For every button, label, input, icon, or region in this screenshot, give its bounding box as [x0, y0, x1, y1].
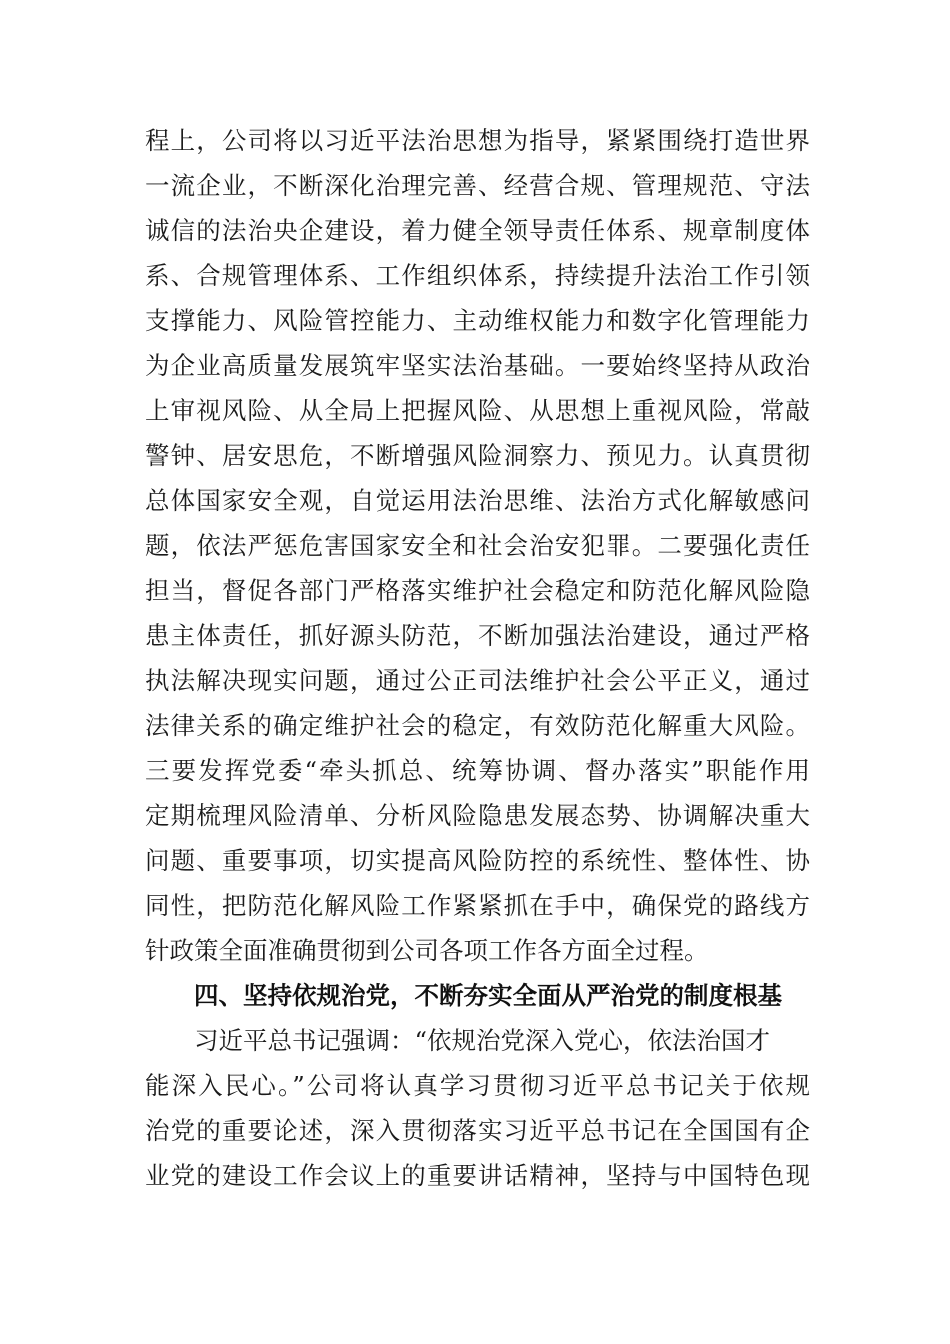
text-line: 习近平总书记强调：“依规治党深入党心，依法治国才 — [194, 1026, 771, 1055]
text-line: 能深入民心。”公司将认真学习贯彻习近平总书记关于依规 — [145, 1071, 810, 1100]
text-line: 上审视风险、从全局上把握风险、从思想上重视风险，常敲 — [145, 396, 810, 425]
text-line: 担当，督促各部门严格落实维护社会稳定和防范化解风险隐 — [145, 576, 810, 605]
text-line: 题，依法严惩危害国家安全和社会治安犯罪。二要强化责任 — [145, 531, 810, 560]
text-line: 执法解决现实问题，通过公正司法维护社会公平正义，通过 — [145, 666, 810, 695]
section-heading: 四、坚持依规治党，不断夯实全面从严治党的制度根基 — [194, 981, 782, 1010]
text-line: 定期梳理风险清单、分析风险隐患发展态势、协调解决重大 — [145, 801, 810, 830]
text-line: 为企业高质量发展筑牢坚实法治基础。一要始终坚持从政治 — [145, 351, 810, 380]
text-line: 针政策全面准确贯彻到公司各项工作各方面全过程。 — [145, 936, 709, 965]
text-line: 问题、重要事项，切实提高风险防控的系统性、整体性、协 — [145, 846, 810, 875]
text-line: 三要发挥党委“牵头抓总、统筹协调、督办落实”职能作用 — [145, 756, 810, 785]
text-line: 业党的建设工作会议上的重要讲话精神，坚持与中国特色现 — [145, 1161, 810, 1190]
text-line: 程上，公司将以习近平法治思想为指导，紧紧围绕打造世界 — [145, 126, 810, 155]
text-line: 同性，把防范化解风险工作紧紧抓在手中，确保党的路线方 — [145, 891, 810, 920]
text-line: 诚信的法治央企建设，着力健全领导责任体系、规章制度体 — [145, 216, 810, 245]
text-line: 支撑能力、风险管控能力、主动维权能力和数字化管理能力 — [145, 306, 810, 335]
document-body — [145, 118, 810, 1198]
text-line: 一流企业，不断深化治理完善、经营合规、管理规范、守法 — [145, 171, 810, 200]
text-line: 患主体责任，抓好源头防范，不断加强法治建设，通过严格 — [145, 621, 810, 650]
text-line: 警钟、居安思危，不断增强风险洞察力、预见力。认真贯彻 — [145, 441, 810, 470]
text-line: 系、合规管理体系、工作组织体系，持续提升法治工作引领 — [145, 261, 810, 290]
text-line: 治党的重要论述，深入贯彻落实习近平总书记在全国国有企 — [145, 1116, 810, 1145]
paragraph-rule-based-governance — [145, 1018, 810, 1198]
text-line: 法律关系的确定维护社会的稳定，有效防范化解重大风险。 — [145, 711, 810, 740]
paragraph-risk-control — [145, 118, 810, 973]
text-line: 总体国家安全观，自觉运用法治思维、法治方式化解敏感问 — [145, 486, 810, 515]
